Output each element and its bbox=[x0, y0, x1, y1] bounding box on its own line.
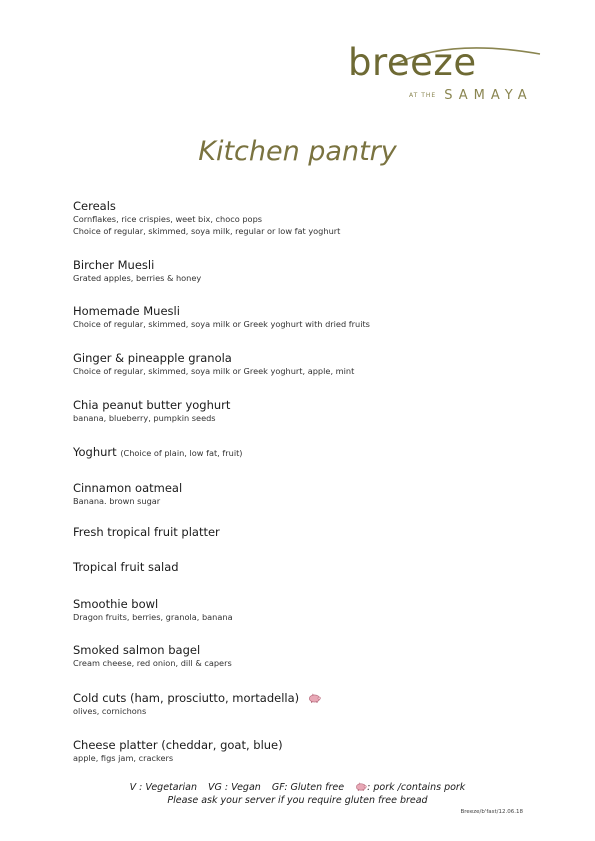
menu-item-desc: apple, figs jam, crackers bbox=[73, 753, 174, 763]
menu-item-note: (Choice of plain, low fat, fruit) bbox=[120, 448, 243, 458]
menu-item-name: Cinnamon oatmeal bbox=[73, 481, 183, 495]
legend-gluten-free: GF: Gluten free bbox=[271, 782, 345, 793]
menu-item-desc: Grated apples, berries & honey bbox=[73, 273, 202, 283]
menu-item-name: Ginger & pineapple granola bbox=[73, 351, 232, 365]
document-code: Breeze/b'fast/12.06.18 bbox=[460, 809, 523, 815]
menu-item bbox=[73, 199, 543, 237]
menu-item bbox=[73, 738, 543, 764]
dietary-legend bbox=[0, 781, 595, 794]
menu-item-title: Cold cuts (ham, prosciutto, mortadella) bbox=[73, 691, 300, 705]
pig-icon bbox=[355, 782, 367, 791]
menu-item-desc: olives, cornichons bbox=[73, 706, 147, 716]
menu-item-name: Cheese platter (cheddar, goat, blue) bbox=[73, 738, 283, 752]
menu-item-name bbox=[73, 691, 543, 705]
menu-item bbox=[73, 304, 543, 330]
menu-item bbox=[73, 560, 543, 574]
menu-item bbox=[73, 643, 543, 669]
gluten-free-note: Please ask your server if you require gluten free bread bbox=[167, 795, 428, 806]
menu-item-title: Yoghurt bbox=[73, 445, 117, 459]
menu-item-desc: banana, blueberry, pumpkin seeds bbox=[73, 413, 216, 423]
menu-item bbox=[73, 398, 543, 424]
menu-item-name: Smoked salmon bagel bbox=[73, 643, 201, 657]
menu-item-name: Smoothie bowl bbox=[73, 597, 159, 611]
legend-vegetarian: V : Vegetarian bbox=[129, 782, 197, 793]
brand-name: breeze bbox=[348, 41, 477, 84]
brand-logo bbox=[345, 38, 550, 104]
menu-item-name: Tropical fruit salad bbox=[73, 560, 179, 574]
legend-pork bbox=[355, 782, 465, 793]
menu-item-name: Chia peanut butter yoghurt bbox=[73, 398, 231, 412]
brand-at-the: AT THE bbox=[409, 92, 437, 99]
menu-item-name: Homemade Muesli bbox=[73, 304, 180, 318]
menu-item-desc: Dragon fruits, berries, granola, banana bbox=[73, 612, 233, 622]
brand-location bbox=[409, 85, 533, 104]
brand-location-name: SAMAYA bbox=[444, 88, 533, 103]
menu-item-desc: Choice of regular, skimmed, soya milk or Greek yoghurt, apple, mint bbox=[73, 366, 355, 376]
menu-item bbox=[73, 351, 543, 377]
menu-item-desc: Cornflakes, rice crispies, weet bix, choco pops bbox=[73, 214, 263, 224]
pig-icon bbox=[308, 693, 321, 703]
menu-item bbox=[73, 691, 543, 717]
menu-item-desc: Choice of regular, skimmed, soya milk, regular or low fat yoghurt bbox=[73, 226, 341, 236]
menu-item-desc: Cream cheese, red onion, dill & capers bbox=[73, 658, 232, 668]
menu-item bbox=[73, 597, 543, 623]
legend-pork-label: : pork /contains pork bbox=[367, 782, 466, 793]
menu-item bbox=[73, 258, 543, 284]
menu-item-name: Fresh tropical fruit platter bbox=[73, 525, 220, 539]
legend-vegan: VG : Vegan bbox=[208, 782, 261, 793]
menu-item-name bbox=[73, 445, 543, 460]
menu-item-desc: Banana. brown sugar bbox=[73, 496, 161, 506]
page-title: Kitchen pantry bbox=[198, 136, 397, 167]
footer bbox=[0, 781, 595, 808]
menu-item-desc: Choice of regular, skimmed, soya milk or Greek yoghurt with dried fruits bbox=[73, 319, 370, 329]
menu-item bbox=[73, 445, 543, 460]
menu-item-name: Cereals bbox=[73, 199, 116, 213]
menu-item bbox=[73, 525, 543, 539]
menu-item-name: Bircher Muesli bbox=[73, 258, 155, 272]
menu-item bbox=[73, 481, 543, 507]
